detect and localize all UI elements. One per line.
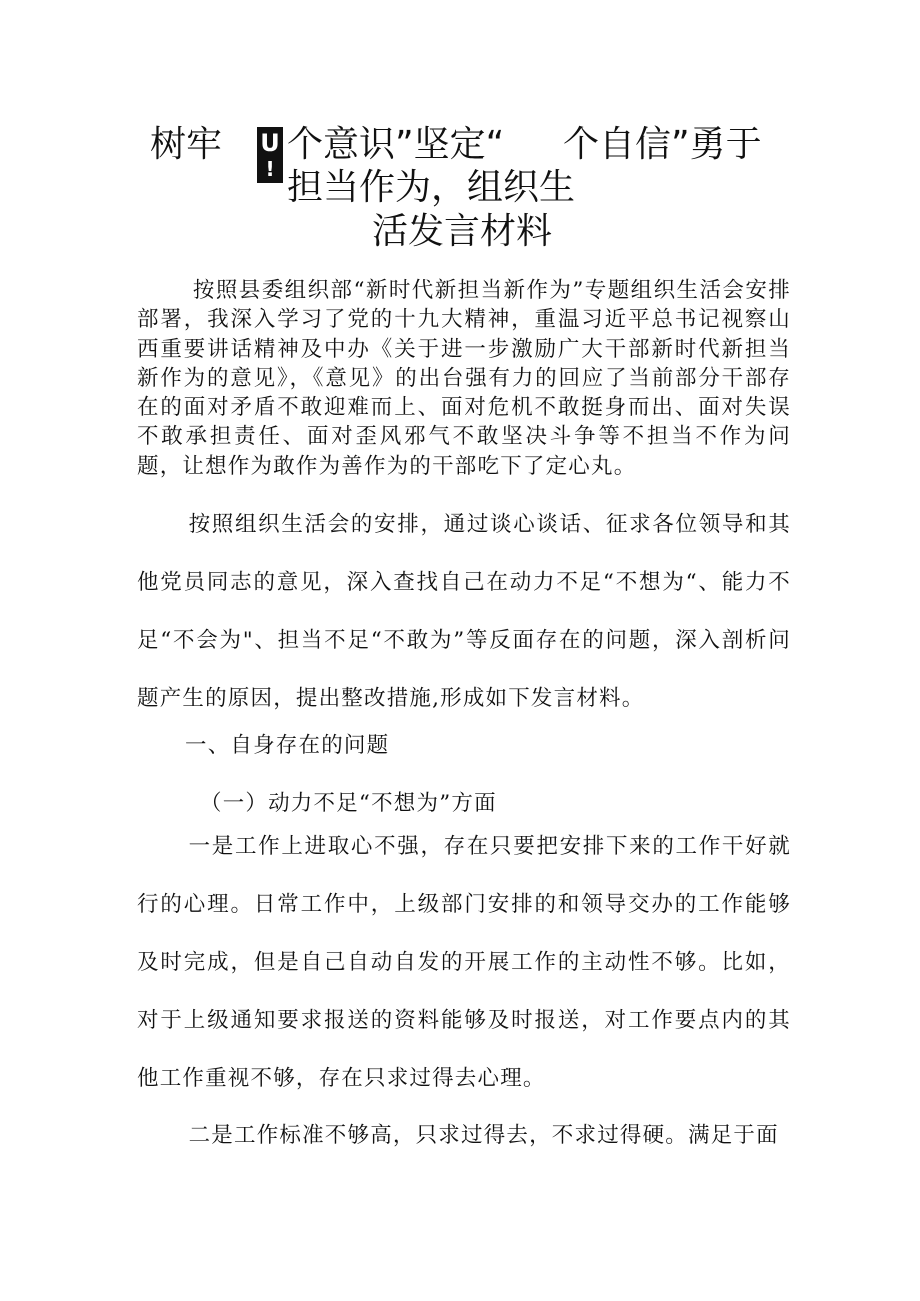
title-part-3: 个自信”勇于 [563,124,762,165]
subsection-heading-1: （一）动力不足“不想为”方面 [200,791,497,816]
badge-bottom-char: ! [265,157,275,181]
section-heading-1: 一、自身存在的问题 [185,733,390,758]
title-part-1: 树牢 [150,124,223,165]
title-line-2: 担当作为，组织生 [287,167,576,208]
badge-top-char: U [260,129,280,157]
body-paragraph-3: 一是工作上进取心不强，存在只要把安排下来的工作干好就行的心理。日常工作中，上级部门安排的和领导交办的工作能够及时完成，但是自己自动自发的开展工作的主动性不够。比如，对于上级通知要求报送的资料能够及时报送，对工作要点内的其他工作重视不够，存在只求过得去心理。 [137,834,791,1091]
title-line-3: 活发言材料 [372,211,553,252]
body-paragraph-2: 按照组织生活会的安排，通过谈心谈话、征求各位领导和其他党员同志的意见，深入查找自己在动力不足“不想为“、能力不足“不会为"、担当不足“不敢为”等反面存在的问题，深入剖析问题产生的原因，提出整改措施,形成如下发言材料。 [137,512,791,711]
body-paragraph-4: 二是工作标准不够高，只求过得去，不求过得硬。满足于面 [188,1123,779,1148]
intro-paragraph: 按照县委组织部“新时代新担当新作为”专题组织生活会安排部署，我深入学习了党的十九大精神，重温习近平总书记视察山西重要讲话精神及中办《关于进一步激励广大干部新时代新担当新作为的意见》，《意见》的出台强有力的回应了当前部分干部存在的面对矛盾不敢迎难而上、面对危机不敢挺身而出、面对失误不敢承担责任、面对歪风邪气不敢坚决斗争等不担当不作为问题，让想作为敢作为善作为的干部吃下了定心丸。 [137,278,791,479]
title-part-2: 个意识”坚定“ [287,124,505,165]
title-badge [257,127,283,183]
